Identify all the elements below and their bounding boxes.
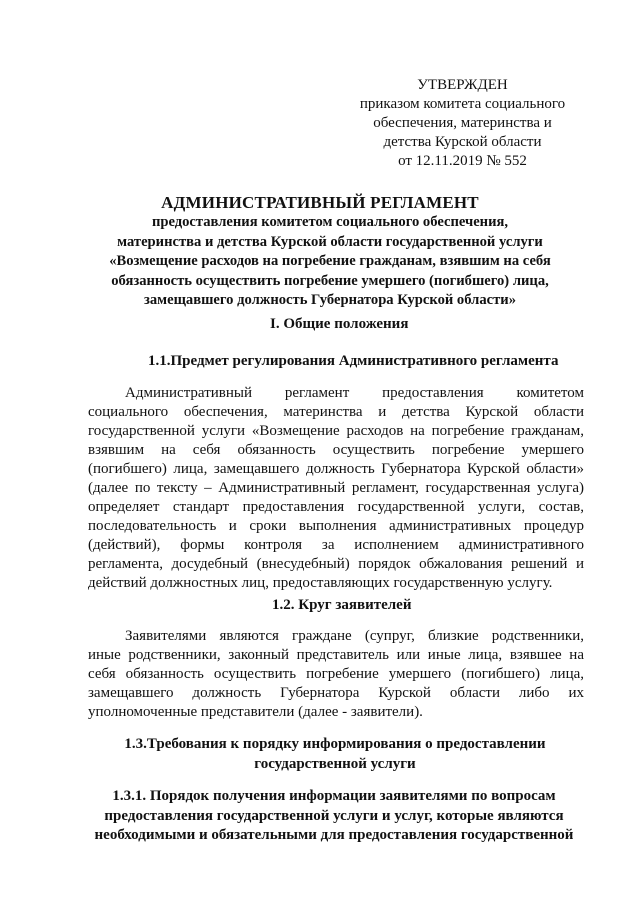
- section-1-3-heading: [90, 735, 580, 774]
- section-1-1-heading: 1.1.Предмет регулирования Административного регламента: [148, 353, 559, 369]
- subtitle-line: обязанность осуществить погребение умершего (погибшего) лица,: [111, 272, 549, 289]
- heading-line: предоставления государственной услуги и услуг, которые являются: [104, 807, 564, 824]
- heading-line: государственной услуги: [254, 755, 416, 772]
- section-1-3-1-heading: [84, 787, 584, 846]
- paragraph-line: уполномоченные представители (далее - заявители).: [88, 704, 423, 720]
- approval-line: приказом комитета социального: [359, 96, 566, 112]
- paragraph-line: иные родственники, законный представитель или иные лица, взявшее на: [88, 647, 584, 663]
- paragraph-line: действий должностных лиц, предоставляющих государственную услугу.: [88, 575, 553, 591]
- paragraph-line: Административный регламент предоставления комитетом: [125, 385, 584, 401]
- subtitle-line: предоставления комитетом социального обеспечения,: [151, 214, 509, 230]
- paragraph-line: замещавшего должность Губернатора Курской области либо их: [88, 685, 584, 701]
- approval-line: УТВЕРЖДЕН: [417, 77, 508, 93]
- paragraph-line: себя обязанность осуществить погребение умершего (погибшего) лица,: [88, 666, 584, 682]
- subtitle-line: «Возмещение расходов на погребение гражданам, взявшим на себя: [109, 253, 551, 269]
- paragraph-line: Заявителями являются граждане (супруг, близкие родственники,: [125, 628, 584, 644]
- approval-line: обеспечения, материнства и: [373, 115, 552, 131]
- document-title: АДМИНИСТРАТИВНЫЙ РЕГЛАМЕНТ: [161, 193, 479, 212]
- document-subtitle: [60, 213, 600, 311]
- paragraph-line: государственной услуги «Возмещение расходов на погребение гражданам,: [88, 423, 584, 439]
- paragraph-line: регламента, досудебный (внесудебный) порядок обжалования решений и: [88, 556, 584, 572]
- paragraph-line: (действий), формы контроля за исполнением административного: [88, 537, 584, 553]
- approval-line: от 12.11.2019 № 552: [398, 153, 527, 169]
- section-1-heading: I. Общие положения: [270, 316, 409, 332]
- paragraph-line: определяет стандарт предоставления государственной услуги, состав,: [88, 499, 584, 515]
- approval-stamp-block: [350, 76, 575, 171]
- paragraph-line: последовательность и сроки выполнения административных процедур: [88, 518, 584, 534]
- heading-line: необходимыми и обязательными для предоставления государственной: [94, 827, 574, 843]
- paragraph-line: (погибшего) лица, замещавшего должность Губернатора Курской области»: [88, 461, 584, 477]
- section-1-2-heading: 1.2. Круг заявителей: [272, 597, 412, 613]
- section-1-1-paragraph: [88, 384, 584, 593]
- heading-line: 1.3.Требования к порядку информирования о предоставлении: [124, 736, 546, 752]
- paragraph-line: взявшим на себя обязанность осуществить погребение умершего: [88, 442, 584, 458]
- subtitle-line: материнства и детства Курской области государственной услуги: [117, 233, 543, 250]
- subtitle-line: замещавшего должность Губернатора Курской области»: [144, 292, 516, 308]
- approval-line: детства Курской области: [383, 134, 542, 150]
- section-1-2-paragraph: [88, 627, 584, 722]
- paragraph-line: (далее по тексту – Административный регламент, государственная услуга): [88, 480, 584, 496]
- heading-line: 1.3.1. Порядок получения информации заявителями по вопросам: [112, 788, 556, 804]
- paragraph-line: социального обеспечения, материнства и детства Курской области: [88, 404, 584, 420]
